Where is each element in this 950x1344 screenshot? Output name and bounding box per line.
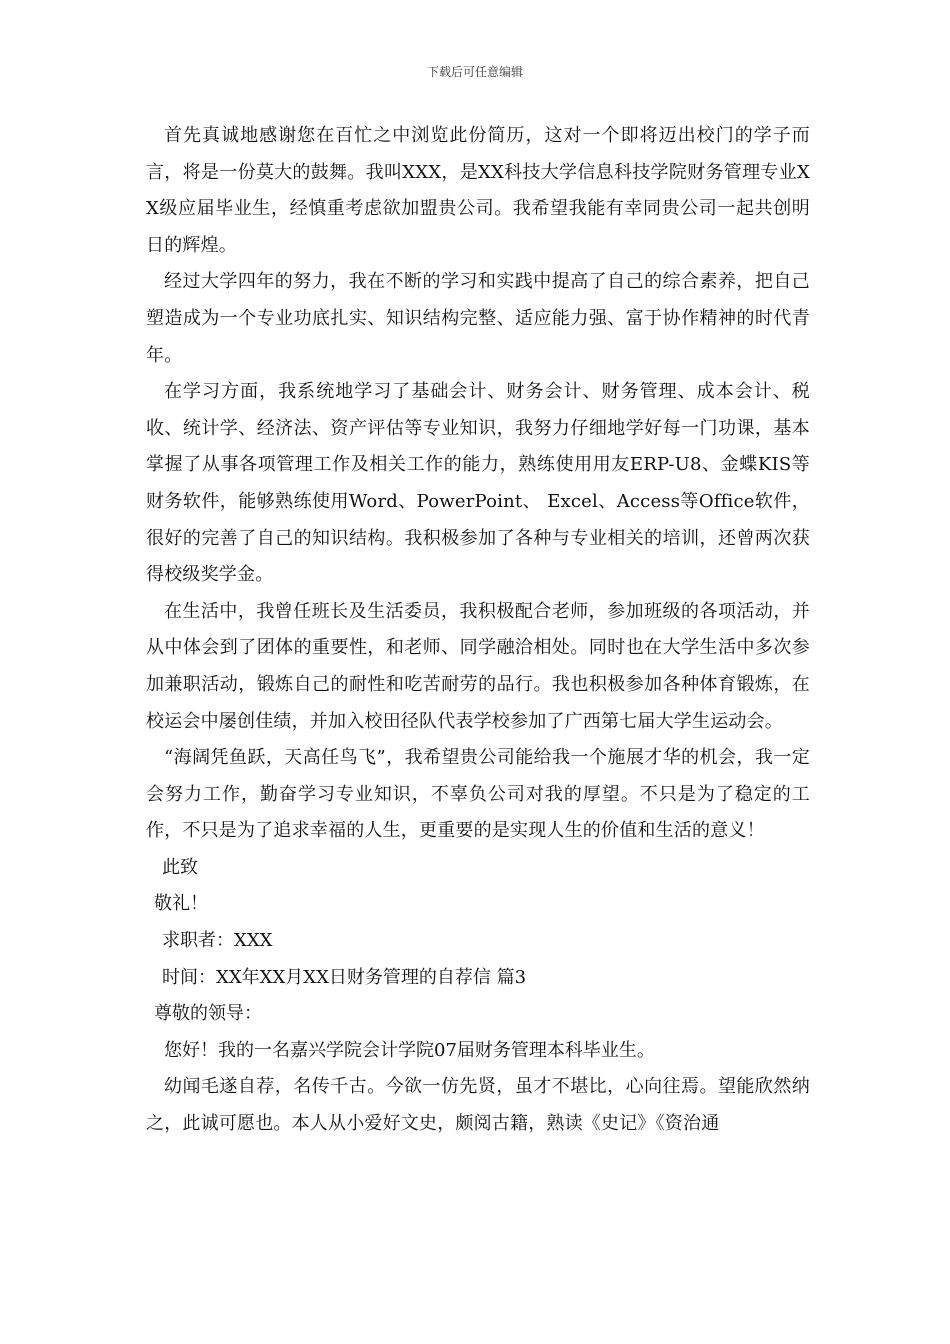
paragraph-greeting: 您好！我的一名嘉兴学院会计学院07届财务管理本科毕业生。 xyxy=(164,1039,655,1061)
closing-jingli: 敬礼！ xyxy=(154,893,208,915)
letter-body xyxy=(146,118,810,1143)
time-line: 时间：XX年XX月XX日财务管理的自荐信 篇3 xyxy=(162,966,527,988)
applicant-line: 求职者：XXX xyxy=(162,930,273,952)
paragraph-aspiration: “海阔凭鱼跃，天高任鸟飞”，我希望贵公司能给我一个施展才华的机会，我一定会努力工作，勤奋学习专业知识，不辜负公司对我的厚望。不只是为了稳定的工作，不只是为了追求幸福的人生，更重要的是实现人生的价值和生活的意义！ xyxy=(146,747,810,842)
paragraph-life: 在生活中，我曾任班长及生活委员，我积极配合老师，参加班级的各项活动，并从中体会到了团体的重要性，和老师、同学融洽相处。同时也在大学生活中多次参加兼职活动，锻炼自己的耐性和吃苦耐劳的品行。我也积极参加各种体育锻炼，在校运会中屡创佳绩，并加入校田径队代表学校参加了广西第七届大学生运动会。 xyxy=(146,600,810,732)
salutation: 尊敬的领导： xyxy=(154,1003,262,1025)
paragraph-self-recommend: 幼闻毛遂自荐，名传千古。今欲一仿先贤，虽才不堪比，心向往焉。望能欣然纳之，此诚可愿也。本人从小爱好文史，颇阅古籍，熟读《史记》《资治通 xyxy=(146,1076,810,1135)
page-header: 下载后可任意编辑 xyxy=(426,65,523,79)
paragraph-study: 在学习方面，我系统地学习了基础会计、财务会计、财务管理、成本会计、税收、统计学、经济法、资产评估等专业知识，我努力仔细地学好每一门功课，基本掌握了从事各项管理工作及相关工作的能力，熟练使用用友ERP-U8、金蝶KIS等财务软件，能够熟练使用Word、PowerPoint、 Excel、Access等Office软件，很好的完善了自己的知识结构。我积极参加了各种与专业相关的培训，还曾两次获得校级奖学金。 xyxy=(146,381,810,586)
paragraph-university: 经过大学四年的努力，我在不断的学习和实践中提高了自己的综合素养，把自己塑造成为一个专业功底扎实、知识结构完整、适应能力强、富于协作精神的时代青年。 xyxy=(146,271,810,366)
paragraph-intro: 首先真诚地感谢您在百忙之中浏览此份简历，这对一个即将迈出校门的学子而言，将是一份莫大的鼓舞。我叫XXX，是XX科技大学信息科技学院财务管理专业XX级应届毕业生，经慎重考虑欲加盟贵公司。我希望我能有幸同贵公司一起共创明日的辉煌。 xyxy=(146,125,810,256)
closing-cizhi: 此致 xyxy=(162,856,198,878)
